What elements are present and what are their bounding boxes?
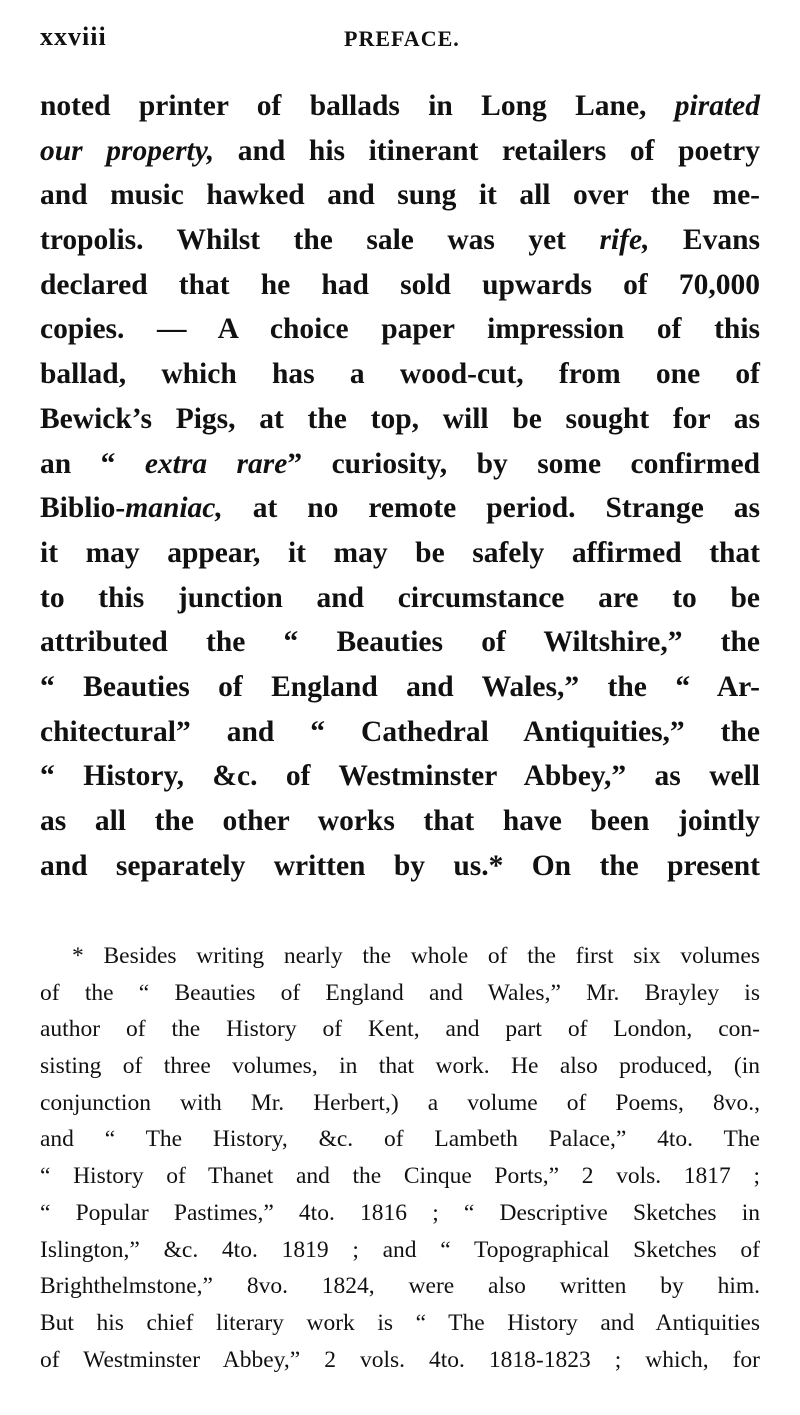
footnote-line: “ History of Thanet and the Cinque Ports,” 2 vols. 1817 ; [40, 1163, 760, 1190]
page-number: xxviii [40, 22, 107, 51]
page-header [40, 16, 760, 56]
body-line: an “ extra rare” curiosity, by some confirmed [40, 447, 760, 480]
body-line: “ History, &c. of Westminster Abbey,” as well [40, 760, 760, 793]
body-line: noted printer of ballads in Long Lane, pirated [40, 90, 760, 122]
footnote [40, 938, 760, 1378]
body-line: as all the other works that have been jointly [40, 805, 760, 837]
footnote-line: author of the History of Kent, and part of London, con- [40, 1016, 760, 1043]
body-text [40, 84, 760, 888]
footnote-line: conjunction with Mr. Herbert,) a volume of Poems, 8vo., [40, 1089, 760, 1116]
body-line: ballad, which has a wood-cut, from one of [40, 358, 760, 391]
body-line: copies. — A choice paper impression of this [40, 313, 760, 346]
footnote-line: and “ The History, &c. of Lambeth Palace,” 4to. The [40, 1126, 760, 1153]
footnote-line: “ Popular Pastimes,” 4to. 1816 ; “ Descriptive Sketches in [40, 1199, 760, 1226]
footnote-line: But his chief literary work is “ The History and Antiquities [40, 1309, 760, 1336]
footnote-line: of Westminster Abbey,” 2 vols. 4to. 1818-1823 ; which, for [40, 1346, 760, 1373]
body-line: tropolis. Whilst the sale was yet rife, Evans [40, 224, 760, 257]
body-line: Biblio-maniac, at no remote period. Strange as [40, 492, 760, 525]
body-line: to this junction and circumstance are to be [40, 581, 760, 614]
body-line: and music hawked and sung it all over the me- [40, 179, 760, 212]
footnote-line: Islington,” &c. 4to. 1819 ; and “ Topographical Sketches of [40, 1236, 760, 1263]
body-line: it may appear, it may be safely affirmed that [40, 536, 760, 569]
footnote-line: sisting of three volumes, in that work. He also produced, (in [40, 1053, 760, 1080]
running-title: PREFACE. [344, 26, 460, 51]
body-line: “ Beauties of England and Wales,” the “ Ar- [40, 670, 760, 703]
footnote-line: of the “ Beauties of England and Wales,” Mr. Brayley is [40, 979, 760, 1006]
body-line: chitectural” and “ Cathedral Antiquities,” the [40, 715, 760, 748]
footnote-line: * Besides writing nearly the whole of the first six volumes [72, 943, 760, 969]
footnote-line: Brighthelmstone,” 8vo. 1824, were also written by him. [40, 1273, 760, 1300]
body-line: declared that he had sold upwards of 70,000 [40, 268, 760, 301]
body-line: and separately written by us.* On the present [40, 849, 760, 882]
body-line: Bewick’s Pigs, at the top, will be sought for as [40, 402, 760, 435]
body-line: our property, and his itinerant retailers of poetry [40, 134, 760, 167]
body-line: attributed the “ Beauties of Wiltshire,” the [40, 626, 760, 659]
